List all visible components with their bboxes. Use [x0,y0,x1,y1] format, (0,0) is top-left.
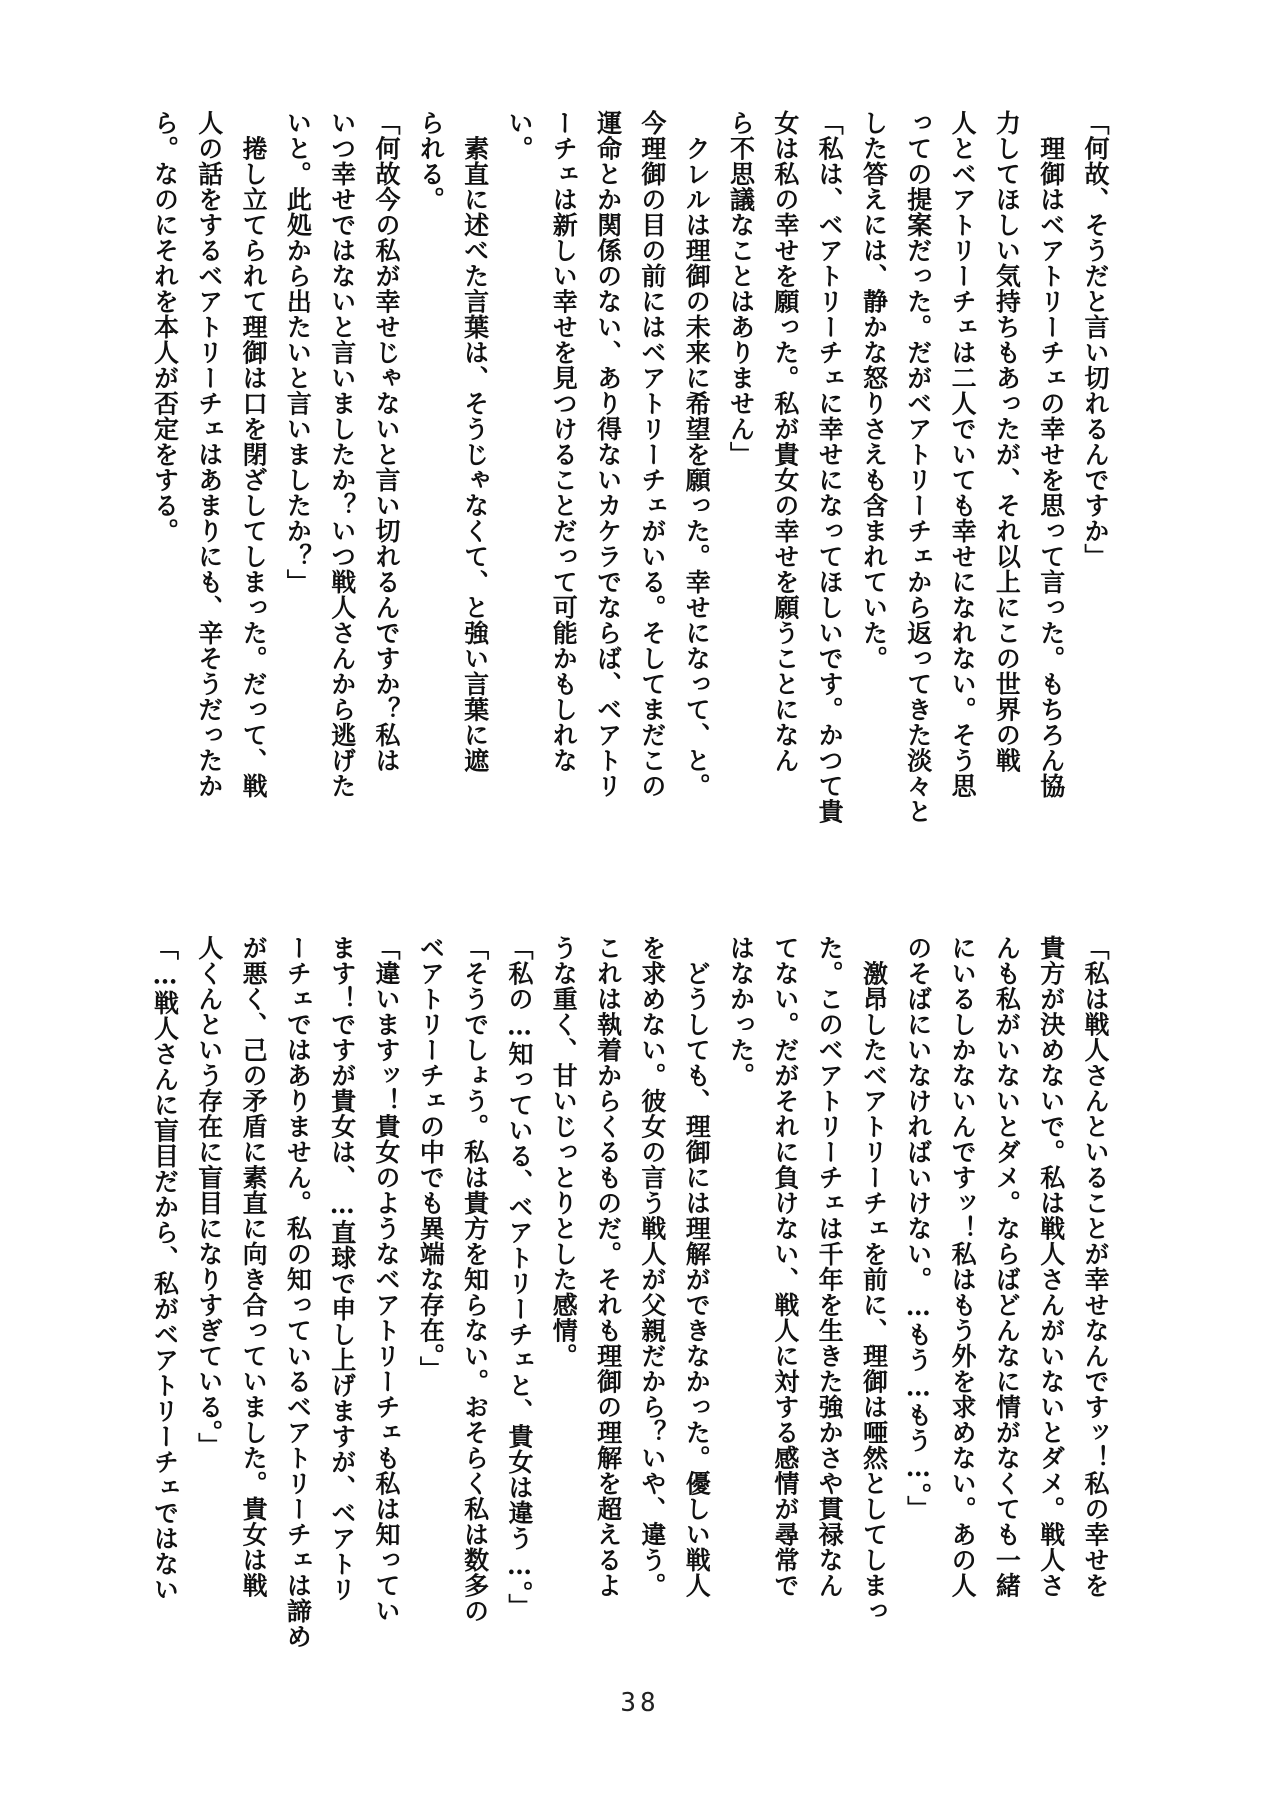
text-line: 力してほしい気持ちもあったが、それ以上にこの世界の戦 [992,110,1022,773]
text-line: クレルは理御の未来に希望を願った。幸せになって、と。 [682,110,712,799]
text-line: いつ幸せではないと言いましたか？いつ戦人さんから逃げた [327,110,357,799]
text-line: 「私の…知っている、ベアトリーチェと、貴女は違う…。」 [504,935,534,1619]
text-line: のそばにいなければいけない。…もう…もう…。」 [903,935,933,1521]
text-line: ベアトリーチェの中でも異端な存在。」 [416,935,446,1382]
text-line: を求めない。彼女の言う戦人が父親だから？いや、違う。 [637,935,667,1598]
text-line: 「私は、ベアトリーチェに幸せになってほしいです。かつて貴 [815,110,845,824]
text-line: ら。なのにそれを本人が否定をする。 [150,110,180,544]
page-number: 38 [620,1688,660,1718]
text-line: ーチェではありません。私の知っているベアトリーチェは諦め [283,935,313,1649]
text-line: ーチェは新しい幸せを見つけることだって可能かもしれな [549,110,579,773]
text-line: 貴方が決めないで。私は戦人さんがいないとダメ。戦人さ [1036,935,1066,1598]
text-line: 女は私の幸せを願った。私が貴女の幸せを願うことになん [770,110,800,773]
text-line: これは執着からくるものだ。それも理御の理解を超えるよ [593,935,623,1598]
text-line: 人くんという存在に盲目になりすぎている。」 [194,935,224,1458]
text-line: た。このベアトリーチェは千年を生きた強かさや貫禄なん [815,935,845,1598]
text-line: どうしても、理御には理解ができなかった。優しい戦人 [682,935,712,1598]
text-line: が悪く、己の矛盾に素直に向き合っていました。貴女は戦 [239,935,269,1598]
text-line: 捲し立てられて理御は口を閉ざしてしまった。だって、戦 [239,110,269,799]
text-line: 激昂したベアトリーチェを前に、理御は唖然としてしまっ [859,935,889,1624]
text-line: 今理御の目の前にはベアトリーチェがいる。そしてまだこの [637,110,667,799]
text-line: ら不思議なことはありません」 [726,110,756,467]
text-line: んも私がいないとダメ。ならばどんなに情がなくても一緒 [992,935,1022,1598]
text-line: 素直に述べた言葉は、そうじゃなくて、と強い言葉に遮 [460,110,490,773]
text-line: てない。だがそれに負けない、戦人に対する感情が尋常で [770,935,800,1598]
text-line: にいるしかないんですッ！私はもう外を求めない。あの人 [948,935,978,1598]
text-line: 「…戦人さんに盲目だから、私がベアトリーチェではない [150,935,180,1602]
text-line: られる。 [416,110,446,212]
text-line: うな重く、甘いじっとりとした感情。 [549,935,579,1369]
text-line: 人の話をするベアトリーチェはあまりにも、辛そうだったか [194,110,224,799]
text-line: 「何故、そうだと言い切れるんですか」 [1081,110,1110,569]
text-line: 運命とか関係のない、あり得ないカケラでならば、ベアトリ [593,110,623,799]
text-line: 「何故今の私が幸せじゃないと言い切れるんですか？私は [372,110,401,773]
text-line: した答えには、静かな怒りさえも含まれていた。 [859,110,889,671]
text-line: っての提案だった。だがベアトリーチェから返ってきた淡々と [903,110,933,824]
text-line: ます！ですが貴女は、…直球で申し上げますが、ベアトリ [327,935,357,1602]
text-line: 人とベアトリーチェは二人でいても幸せになれない。そう思 [948,110,978,799]
text-line: いと。此処から出たいと言いましたか？」 [283,110,313,595]
text-line: 「そうでしょう。私は貴方を知らない。おそらく私は数多の [460,935,490,1624]
text-line: 「違いますッ！貴女のようなベアトリーチェも私は知ってい [372,935,401,1624]
text-line: はなかった。 [726,935,756,1088]
text-line: 「私は戦人さんといることが幸せなんですッ！私の幸せを [1081,935,1110,1598]
upper-text-block [150,110,1125,855]
text-line: 理御はベアトリーチェの幸せを思って言った。もちろん協 [1036,110,1066,799]
text-line: い。 [504,110,534,161]
lower-text-block [150,935,1125,1680]
